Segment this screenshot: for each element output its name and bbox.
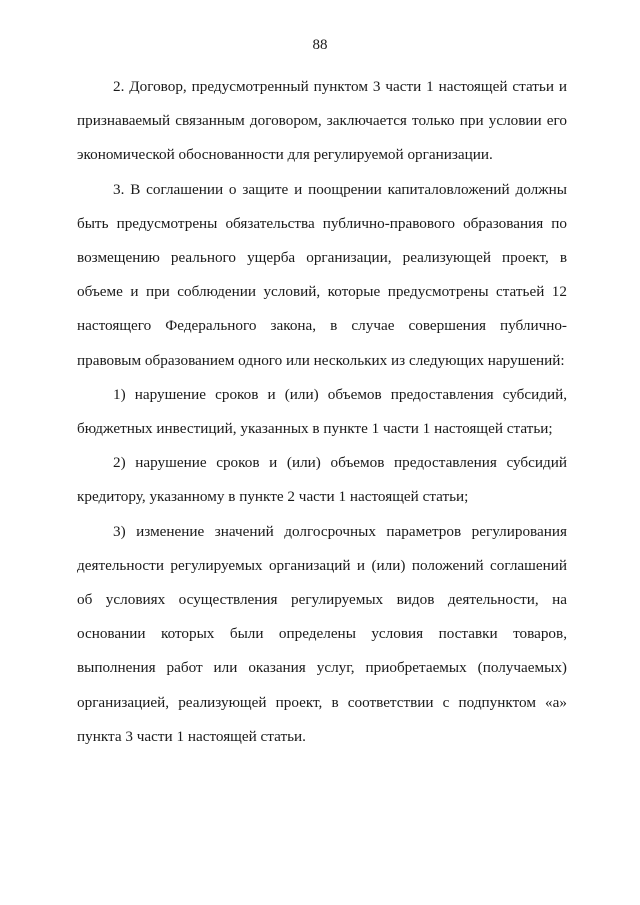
text-line: правовым образованием одного или нескольких из следующих нарушений:: [77, 351, 565, 369]
subitem-2: [77, 446, 567, 514]
page-number: 88: [312, 37, 328, 53]
text-line: признаваемый связанным договором, заключается только при условии его: [77, 112, 567, 130]
text-line: выполнения работ или оказания услуг, приобретаемых (получаемых): [77, 659, 567, 677]
text-line: организацией, реализующей проект, в соответствии с подпунктом «а»: [77, 693, 567, 711]
text-line: основании которых были определены условия поставки товаров,: [77, 625, 567, 643]
text-line: деятельности регулируемых организаций и (или) положений соглашений: [77, 556, 567, 574]
text-line: бюджетных инвестиций, указанных в пункте 1 части 1 настоящей статьи;: [77, 420, 553, 438]
subitem-1: [77, 378, 567, 446]
text-line: 3) изменение значений долгосрочных параметров регулирования: [113, 522, 567, 540]
document-body: [77, 70, 567, 754]
text-line: экономической обоснованности для регулируемой организации.: [77, 146, 493, 164]
text-line: возмещению реального ущерба организации, реализующей проект, в: [77, 249, 567, 267]
text-line: кредитору, указанному в пункте 2 части 1 настоящей статьи;: [77, 488, 469, 506]
text-line: 2) нарушение сроков и (или) объемов предоставления субсидий: [113, 454, 567, 472]
text-line: 2. Договор, предусмотренный пунктом 3 части 1 настоящей статьи и: [113, 78, 567, 95]
paragraph-3: [77, 173, 567, 378]
text-line: объеме и при соблюдении условий, которые предусмотрены статьей 12: [77, 283, 567, 301]
text-line: 3. В соглашении о защите и поощрении капиталовложений должны: [113, 180, 567, 198]
text-line: настоящего Федерального закона, в случае совершения публично-: [77, 317, 567, 335]
paragraph-2: [77, 70, 567, 173]
text-line: быть предусмотрены обязательства публично-правового образования по: [77, 214, 567, 232]
subitem-3: [77, 515, 567, 754]
text-line: 1) нарушение сроков и (или) объемов предоставления субсидий,: [113, 385, 567, 403]
text-line: об условиях осуществления регулируемых видов деятельности, на: [77, 591, 567, 609]
text-line: пункта 3 части 1 настоящей статьи.: [77, 727, 306, 745]
